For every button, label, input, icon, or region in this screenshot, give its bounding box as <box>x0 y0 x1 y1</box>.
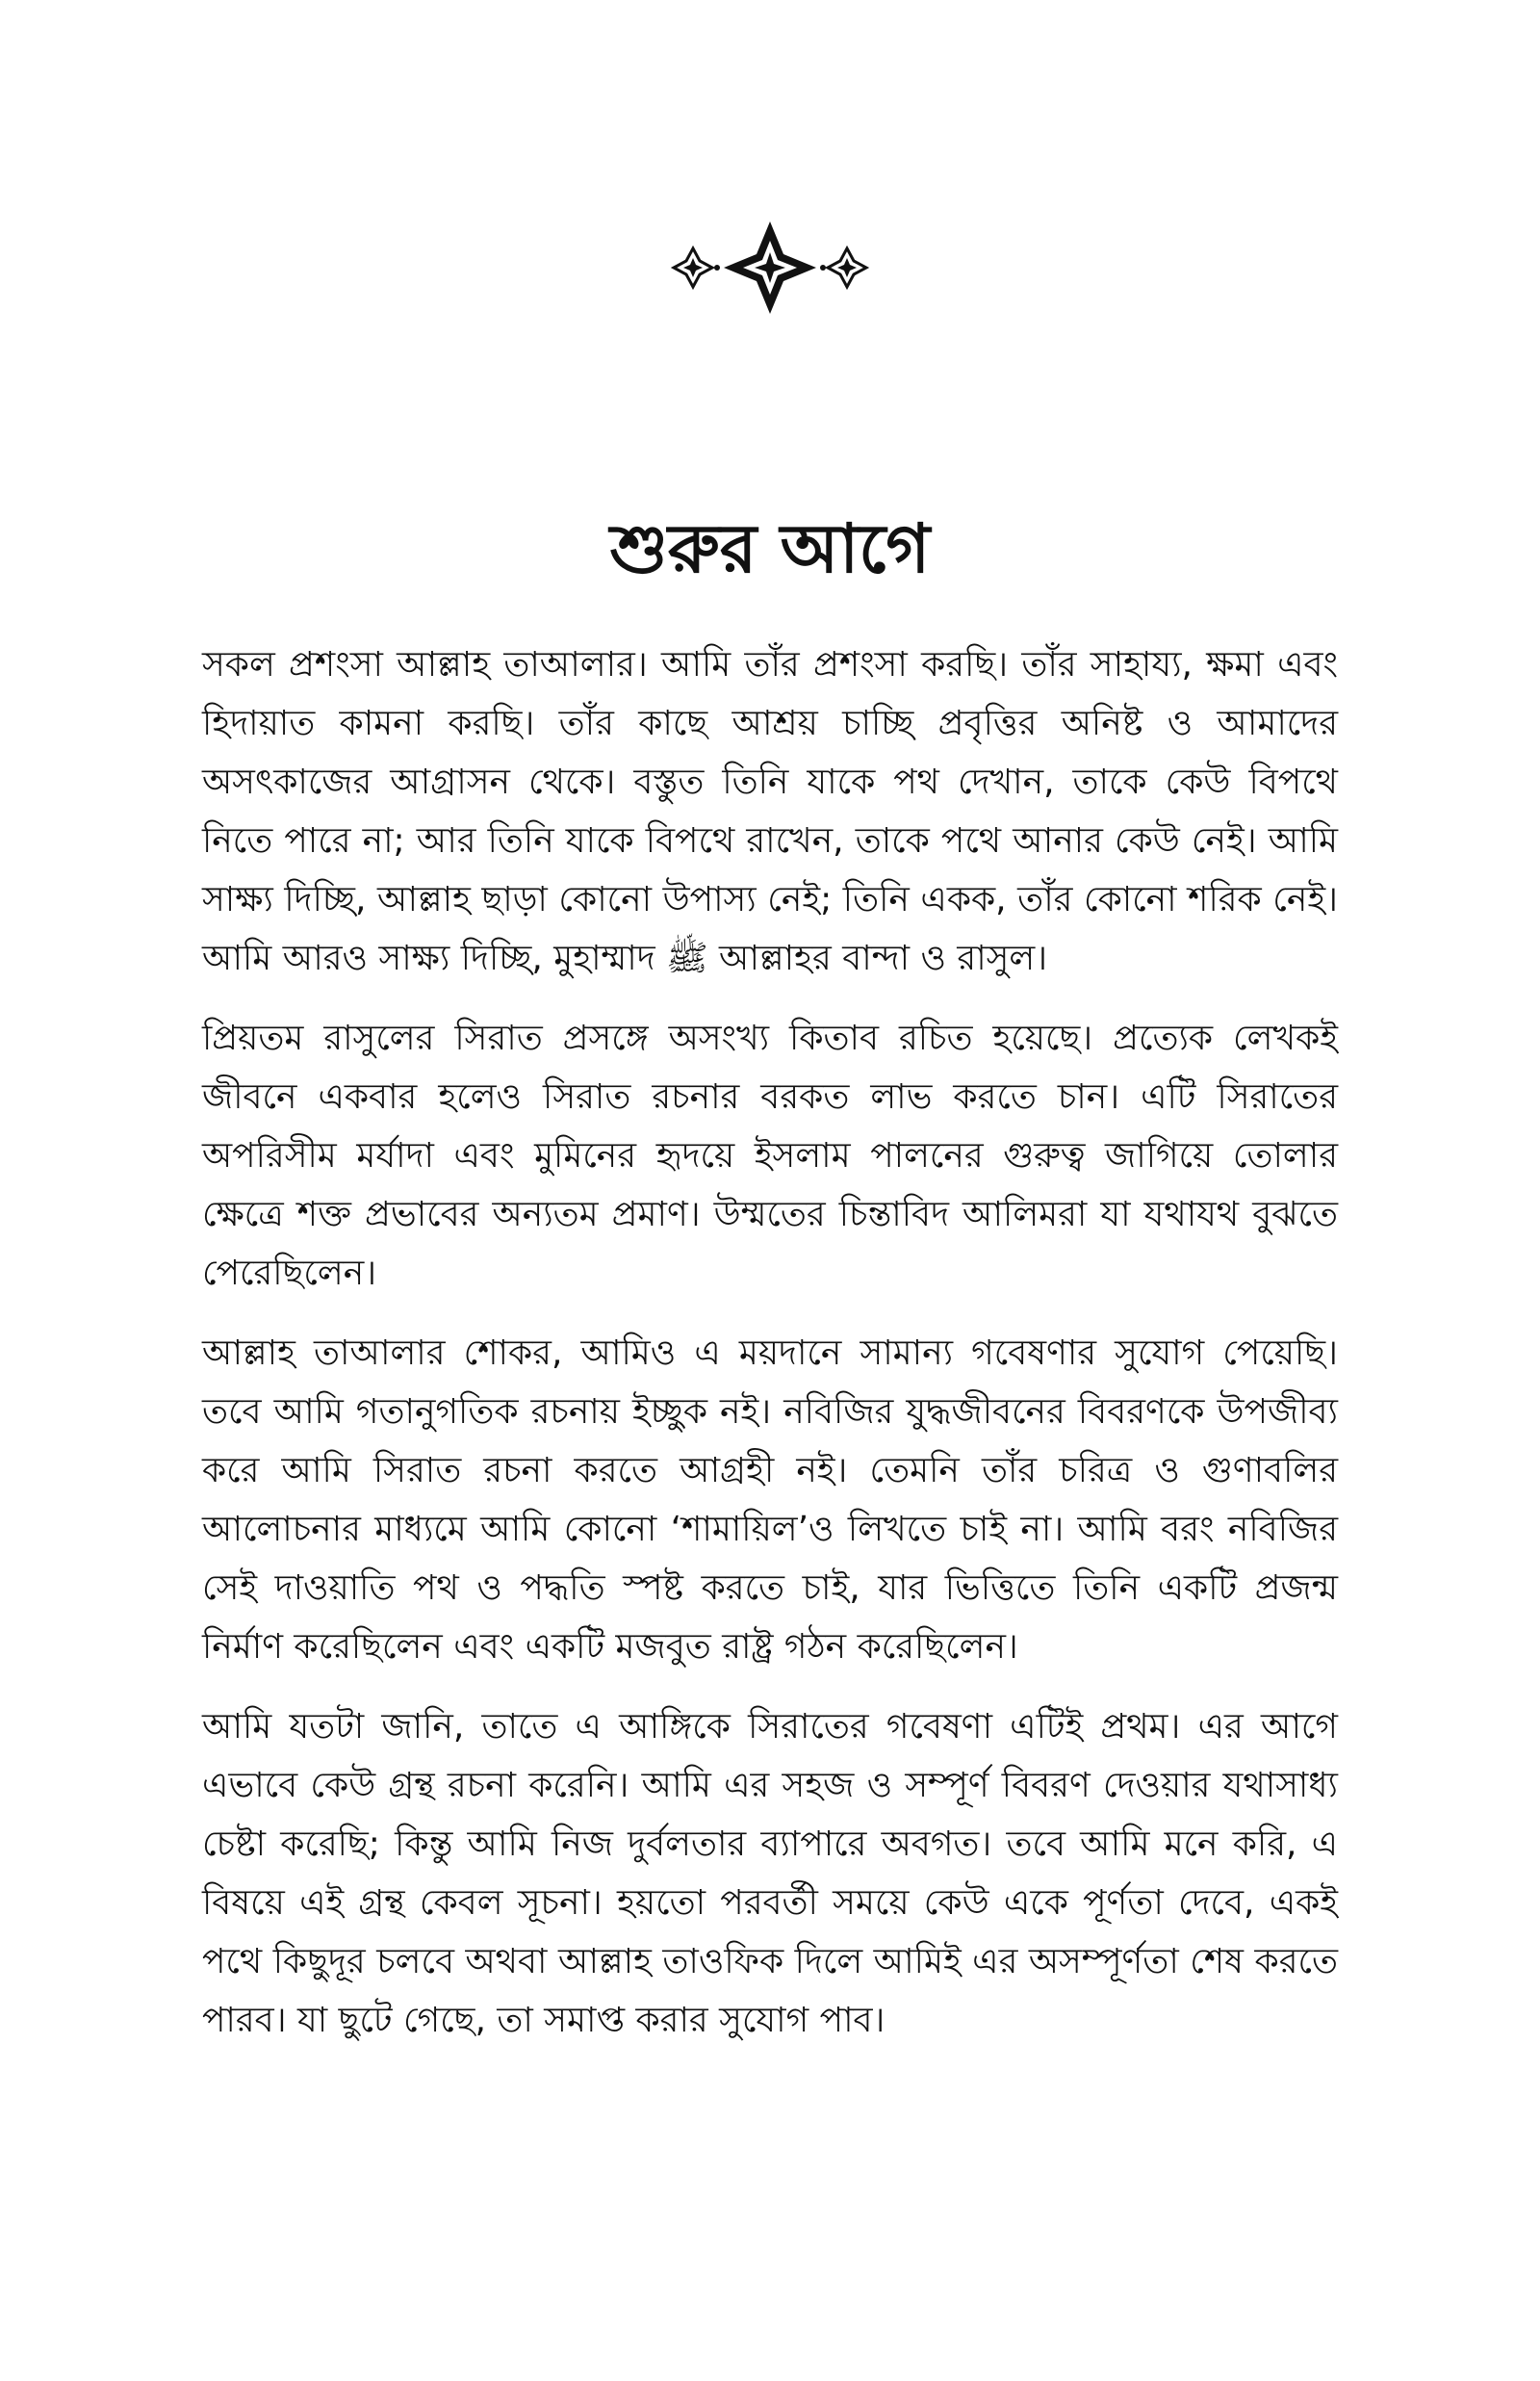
paragraph-3: আল্লাহ তাআলার শোকর, আমিও এ ময়দানে সামান্য গবেষণার সুযোগ পেয়েছি। তবে আমি গতানুগতিক রচনায় ইচ্ছুক নই। নবিজির যুদ্ধজীবনের বিবরণকে উপজীব্য করে আমি সিরাত রচনা করতে আগ্রহী নই। তেমনি তাঁর চরিত্র ও গুণাবলির আলোচনার মাধ্যমে আমি কোনো ‘শামায়িল’ও লিখতে চাই না। আমি বরং নবিজির সেই দাওয়াতি পথ ও পদ্ধতি স্পষ্ট করতে চাই, যার ভিত্তিতে তিনি একটি প্রজন্ম নির্মাণ করেছিলেন এবং একটি মজবুত রাষ্ট্র গঠন করেছিলেন। <box>202 1333 1338 1667</box>
paragraph-1: সকল প্রশংসা আল্লাহ তাআলার। আমি তাঁর প্রশংসা করছি। তাঁর সাহায্য, ক্ষমা এবং হিদায়াত কামনা করছি। তাঁর কাছে আশ্রয় চাচ্ছি প্রবৃত্তির অনিষ্ট ও আমাদের অসৎকাজের আগ্রাসন থেকে। বস্তুত তিনি যাকে পথ দেখান, তাকে কেউ বিপথে নিতে পারে না; আর তিনি যাকে বিপথে রাখেন, তাকে পথে আনার কেউ নেই। আমি সাক্ষ্য দিচ্ছি, আল্লাহ ছাড়া কোনো উপাস্য নেই; তিনি একক, তাঁর কোনো শরিক নেই। আমি আরও সাক্ষ্য দিচ্ছি, মুহাম্মাদ ﷺ আল্লাহর বান্দা ও রাসুল। <box>202 645 1338 978</box>
page-title: শুরুর আগে <box>609 509 931 588</box>
body-text <box>202 635 1338 2071</box>
four-point-star-ornament-icon <box>664 220 876 316</box>
paragraph-4: আমি যতটা জানি, তাতে এ আঙ্গিকে সিরাতের গবেষণা এটিই প্রথম। এর আগে এভাবে কেউ গ্রন্থ রচনা করেনি। আমি এর সহজ ও সম্পূর্ণ বিবরণ দেওয়ার যথাসাধ্য চেষ্টা করেছি; কিন্তু আমি নিজ দুর্বলতার ব্যাপারে অবগত। তবে আমি মনে করি, এ বিষয়ে এই গ্রন্থ কেবল সূচনা। হয়তো পরবর্তী সময়ে কেউ একে পূর্ণতা দেবে, একই পথে কিছুদূর চলবে অথবা আল্লাহ তাওফিক দিলে আমিই এর অসম্পূর্ণতা শেষ করতে পারব। যা ছুটে গেছে, তা সমাপ্ত করার সুযোগ পাব। <box>202 1707 1338 2040</box>
small-star-left-icon <box>674 248 712 287</box>
large-star-center-icon <box>724 221 816 314</box>
paragraph-2: প্রিয়তম রাসুলের সিরাত প্রসঙ্গে অসংখ্য কিতাব রচিত হয়েছে। প্রত্যেক লেখকই জীবনে একবার হলেও সিরাত রচনার বরকত লাভ করতে চান। এটি সিরাতের অপরিসীম মর্যাদা এবং মুমিনের হৃদয়ে ইসলাম পালনের গুরুত্ব জাগিয়ে তোলার ক্ষেত্রে শক্ত প্রভাবের অন্যতম প্রমাণ। উম্মতের চিন্তাবিদ আলিমরা যা যথাযথ বুঝতে পেরেছিলেন। <box>202 1019 1338 1293</box>
small-star-right-icon <box>828 248 866 287</box>
